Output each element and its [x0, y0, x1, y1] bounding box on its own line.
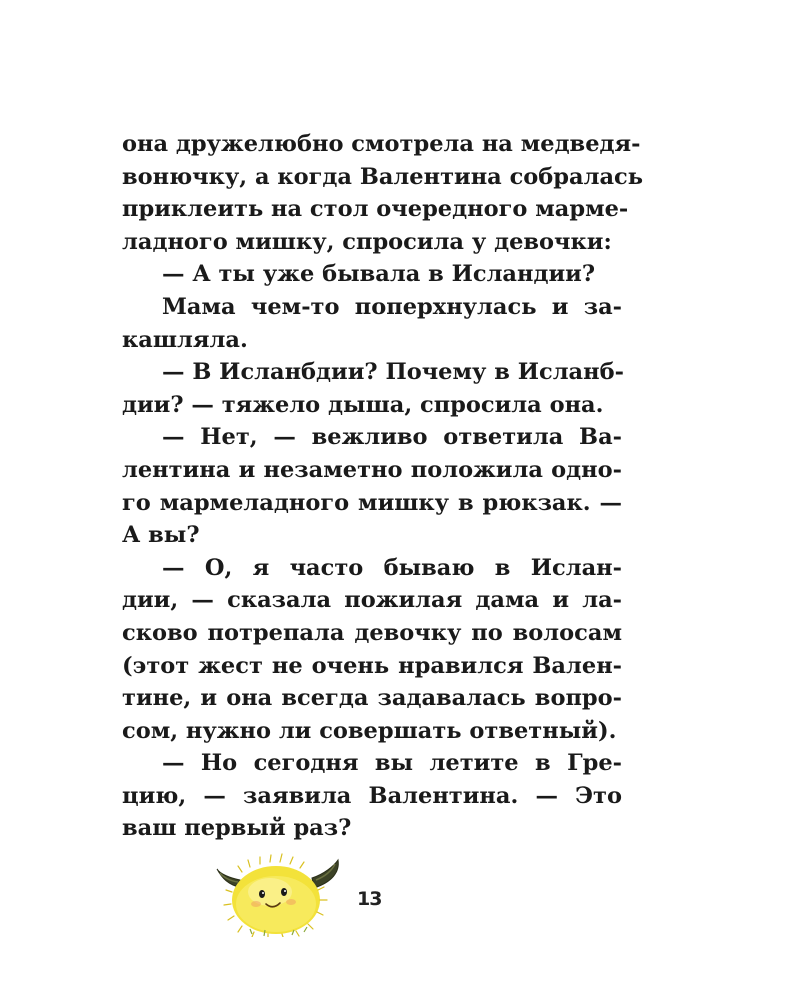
- text-line: она дружелюбно смотрела на медведя-: [122, 131, 641, 157]
- text-line: сом, нужно ли совершать ответный).: [122, 717, 617, 744]
- page-number: 13: [357, 888, 382, 910]
- text-line: — О, я часто бываю в Ислан-: [162, 554, 622, 581]
- text-line: ваш первый раз?: [122, 815, 352, 842]
- text-line: вонючку, а когда Валентина собралась: [122, 163, 644, 190]
- text-line: А вы?: [122, 522, 200, 549]
- text-line: сково потрепала девочку по волосам: [122, 619, 622, 646]
- text-line: — Но сегодня вы летите в Гре-: [162, 750, 622, 777]
- text-line: тине, и она всегда задавалась вопро-: [122, 685, 622, 712]
- text-line: кашляла.: [122, 326, 248, 353]
- text-line: ладного мишку, спросила у девочки:: [122, 228, 612, 255]
- yellow-fluffy-monster-icon: [212, 852, 347, 937]
- text-line: — В Исланбдии? Почему в Исланб-: [162, 359, 624, 386]
- text-line: (этот жест не очень нравился Вален-: [122, 652, 622, 679]
- text-line: — А ты уже бывала в Исландии?: [162, 261, 596, 288]
- text-line: приклеить на стол очередного марме-: [122, 196, 629, 223]
- body-text: [122, 128, 644, 845]
- text-line: го мармеладного мишку в рюкзак. —: [122, 489, 622, 516]
- text-line: лентина и незаметно положила одно-: [122, 456, 622, 483]
- text-line: — Нет, — вежливо ответила Ва-: [162, 424, 622, 451]
- text-line: цию, — заявила Валентина. — Это: [122, 782, 622, 809]
- text-line: Мама чем-то поперхнулась и за-: [162, 293, 622, 320]
- text-line: дии? — тяжело дыша, спросила она.: [122, 391, 604, 418]
- text-line: дии, — сказала пожилая дама и ла-: [122, 587, 622, 614]
